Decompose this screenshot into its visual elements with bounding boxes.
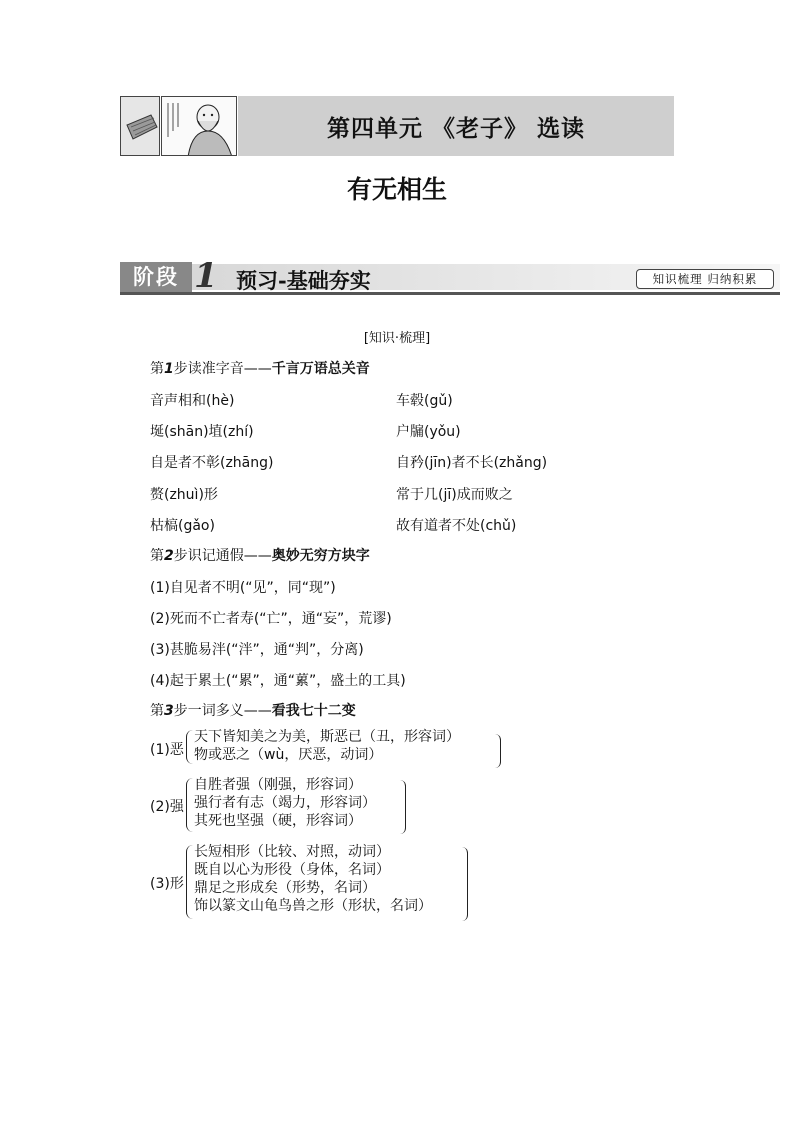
stage-number: 1: [194, 256, 218, 296]
step2-heading: [150, 545, 370, 565]
tongjia-item: (2)死而不亡者寿(“亡”，通“妄”，荒谬): [150, 611, 392, 627]
step-subtitle: 千言万语总关音: [271, 361, 370, 377]
stage-label: 阶段: [120, 262, 192, 292]
step-number: 2: [164, 548, 174, 564]
section-label: [知识·梳理]: [363, 331, 431, 346]
stage-title: 预习-基础夯实: [236, 268, 371, 293]
stage-tag: 知识梳理 归纳积累: [636, 269, 774, 289]
step-subtitle: 奥妙无穷方块字: [271, 548, 370, 564]
bamboo-scroll-image: [120, 96, 160, 156]
step-text: 步识记通假——: [173, 548, 272, 564]
stage-underline: [120, 292, 780, 295]
right-brace: [462, 847, 468, 921]
polysemy-item: 天下皆知美之为美，斯恶已（丑，形容词）: [194, 729, 460, 745]
step-subtitle: 看我七十二变: [271, 703, 356, 719]
step-prefix: 第: [150, 548, 164, 564]
step-text: 步读准字音——: [173, 361, 272, 377]
unit-title-bar: [238, 96, 674, 156]
polysemy-item: 既自以心为形役（身体，名词）: [194, 862, 390, 878]
right-brace: [495, 734, 501, 768]
pronunciation-item: 自矜(jīn)者不长(zhǎng): [396, 455, 548, 471]
unit-banner: [120, 96, 674, 156]
pronunciation-item: 常于几(jī)成而败之: [396, 487, 513, 503]
polysemy-item: 强行者有志（竭力，形容词）: [194, 795, 376, 811]
pronunciation-item: 车毂(gǔ): [396, 393, 453, 409]
lesson-title: 有无相生: [346, 175, 447, 204]
polysemy-item: 自胜者强（刚强，形容词）: [194, 777, 362, 793]
step-number: 3: [164, 703, 174, 719]
pronunciation-item: 赘(zhuì)形: [150, 487, 218, 503]
step3-heading: [150, 700, 356, 720]
polysemy-word: (1)恶: [150, 742, 184, 758]
right-brace: [400, 780, 406, 834]
polysemy-item: 其死也坚强（硬，形容词）: [194, 813, 362, 829]
step-prefix: 第: [150, 703, 164, 719]
unit-title: 第四单元 《老子》 选读: [326, 115, 585, 142]
left-brace: [186, 778, 193, 832]
tongjia-item: (3)甚脆易泮(“泮”，通“判”，分离): [150, 642, 364, 658]
step-number: 1: [164, 361, 174, 377]
pronunciation-item: 自是者不彰(zhāng): [150, 455, 274, 471]
polysemy-group: [150, 728, 510, 770]
pronunciation-item: 枯槁(gǎo): [150, 518, 215, 534]
polysemy-word: (2)强: [150, 799, 184, 815]
pronunciation-item: 埏(shān)埴(zhí): [150, 424, 254, 440]
polysemy-item: 长短相形（比较、对照，动词）: [194, 844, 390, 860]
laozi-portrait-image: [161, 96, 237, 156]
polysemy-item: 鼎足之形成矣（形势，名词）: [194, 880, 376, 896]
polysemy-item: 饰以篆文山龟鸟兽之形（形状，名词）: [194, 898, 432, 914]
pronunciation-item: 故有道者不处(chǔ): [396, 518, 517, 534]
tongjia-item: (1)自见者不明(“见”，同“现”): [150, 580, 336, 596]
stage-header: [120, 256, 780, 296]
step-prefix: 第: [150, 361, 164, 377]
step-text: 步一词多义——: [173, 703, 272, 719]
polysemy-group: [150, 843, 480, 921]
polysemy-item: 物或恶之（wù，厌恶，动词）: [194, 747, 383, 763]
pronunciation-item: 音声相和(hè): [150, 393, 235, 409]
polysemy-word: (3)形: [150, 876, 184, 892]
step1-heading: [150, 358, 370, 378]
polysemy-group: [150, 776, 420, 836]
left-brace: [186, 730, 193, 764]
left-brace: [186, 845, 193, 919]
tongjia-item: (4)起于累土(“累”，通“蔂”，盛土的工具): [150, 673, 406, 689]
pronunciation-item: 户牖(yǒu): [396, 424, 461, 440]
